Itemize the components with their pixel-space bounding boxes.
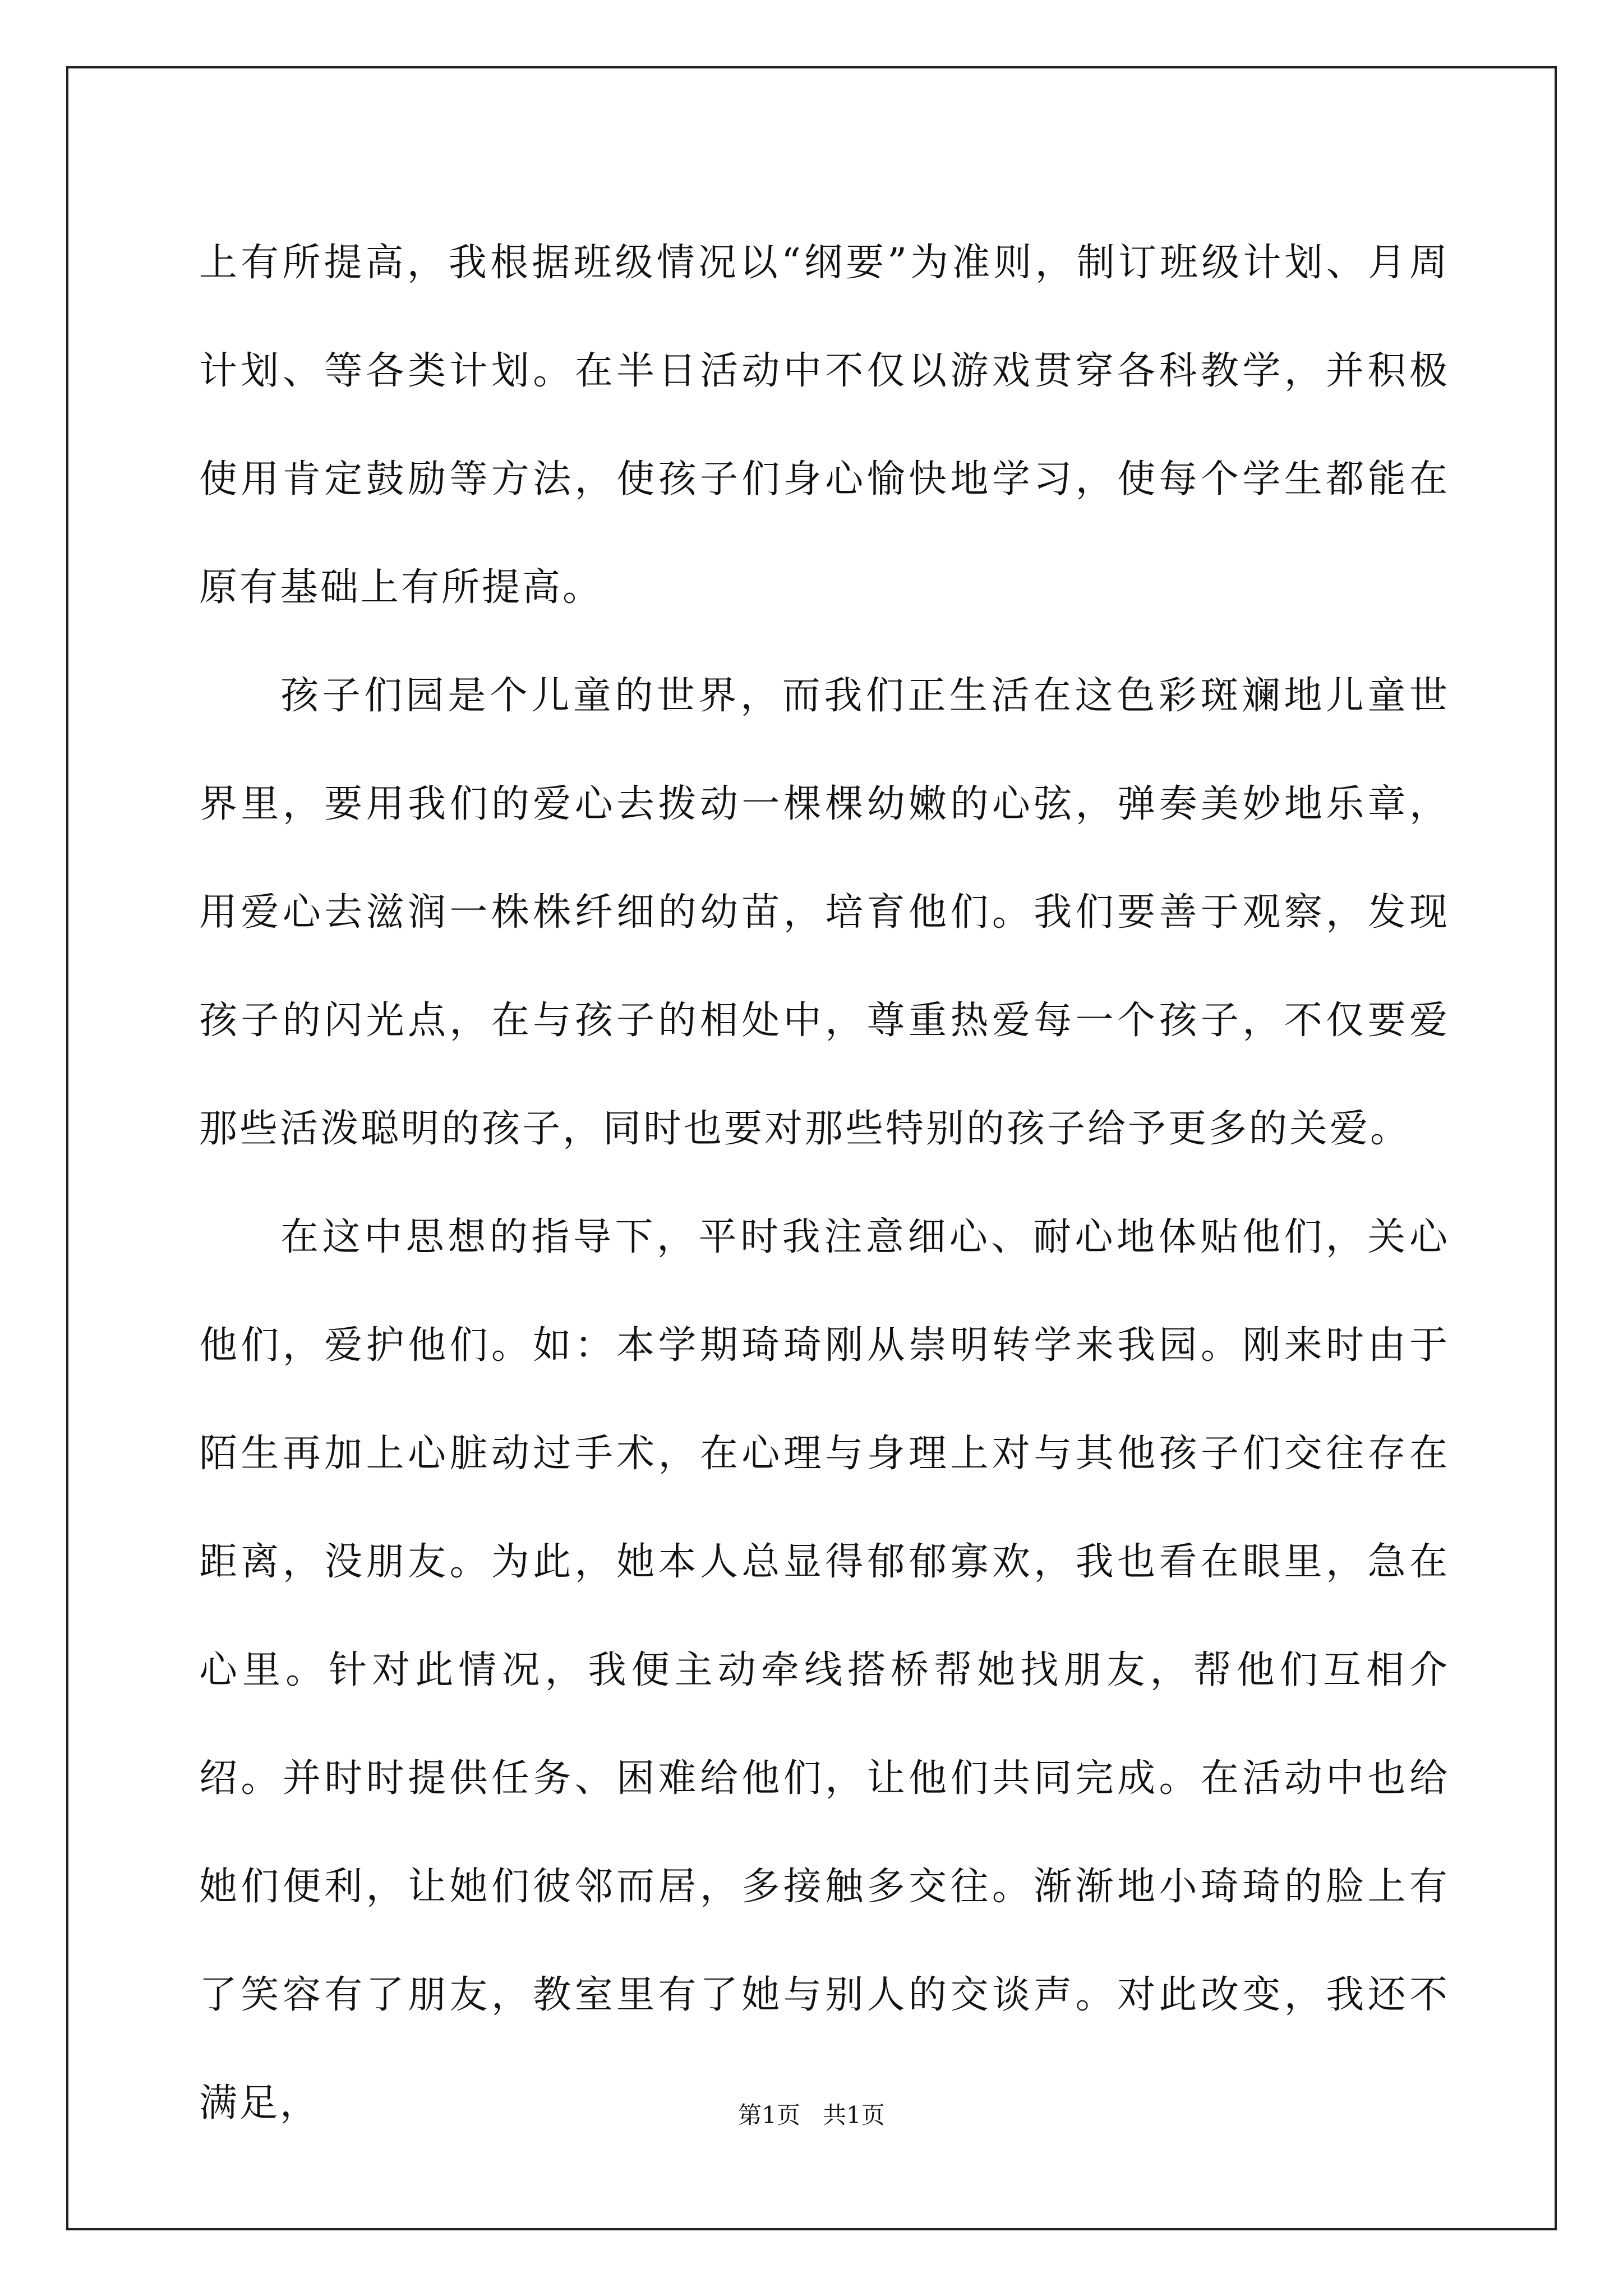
page-number: 第1页 [738, 2101, 800, 2129]
paragraph-2: 孩子们园是个儿童的世界，而我们正生活在这色彩斑斓地儿童世界里，要用我们的爱心去拨动一棵棵幼嫩的心弦，弹奏美妙地乐章，用爱心去滋润一株株纤细的幼苗，培育他们。我们要善于观察，发现孩子的闪光点，在与孩子的相处中，尊重热爱每一个孩子，不仅要爱那些活泼聪明的孩子，同时也要对那些特别的孩子给予更多的关爱。 [199, 674, 1450, 1151]
paragraph-3: 在这中思想的指导下，平时我注意细心、耐心地体贴他们，关心他们，爱护他们。如：本学期琦琦刚从崇明转学来我园。刚来时由于陌生再加上心脏动过手术，在心理与身理上对与其他孩子们交往存在距离，没朋友。为此，她本人总显得郁郁寡欢，我也看在眼里，急在心里。针对此情况，我便主动牵线搭桥帮她找朋友，帮他们互相介绍。并时时提供任务、困难给他们，让他们共同完成。在活动中也给她们便利，让她们彼邻而居，多接触多交往。渐渐地小琦琦的脸上有了笑容有了朋友，教室里有了她与别人的交谈声。对此改变，我还不满足， [199, 1215, 1450, 2125]
page-footer [0, 2097, 1623, 2131]
paragraph-1: 上有所提高，我根据班级情况以“纲要”为准则，制订班级计划、月周计划、等各类计划。在半日活动中不仅以游戏贯穿各科教学，并积极使用肯定鼓励等方法，使孩子们身心愉快地学习，使每个学生都能在原有基础上有所提高。 [199, 241, 1450, 610]
page-total: 共1页 [823, 2101, 885, 2129]
document-body [199, 209, 1450, 2157]
